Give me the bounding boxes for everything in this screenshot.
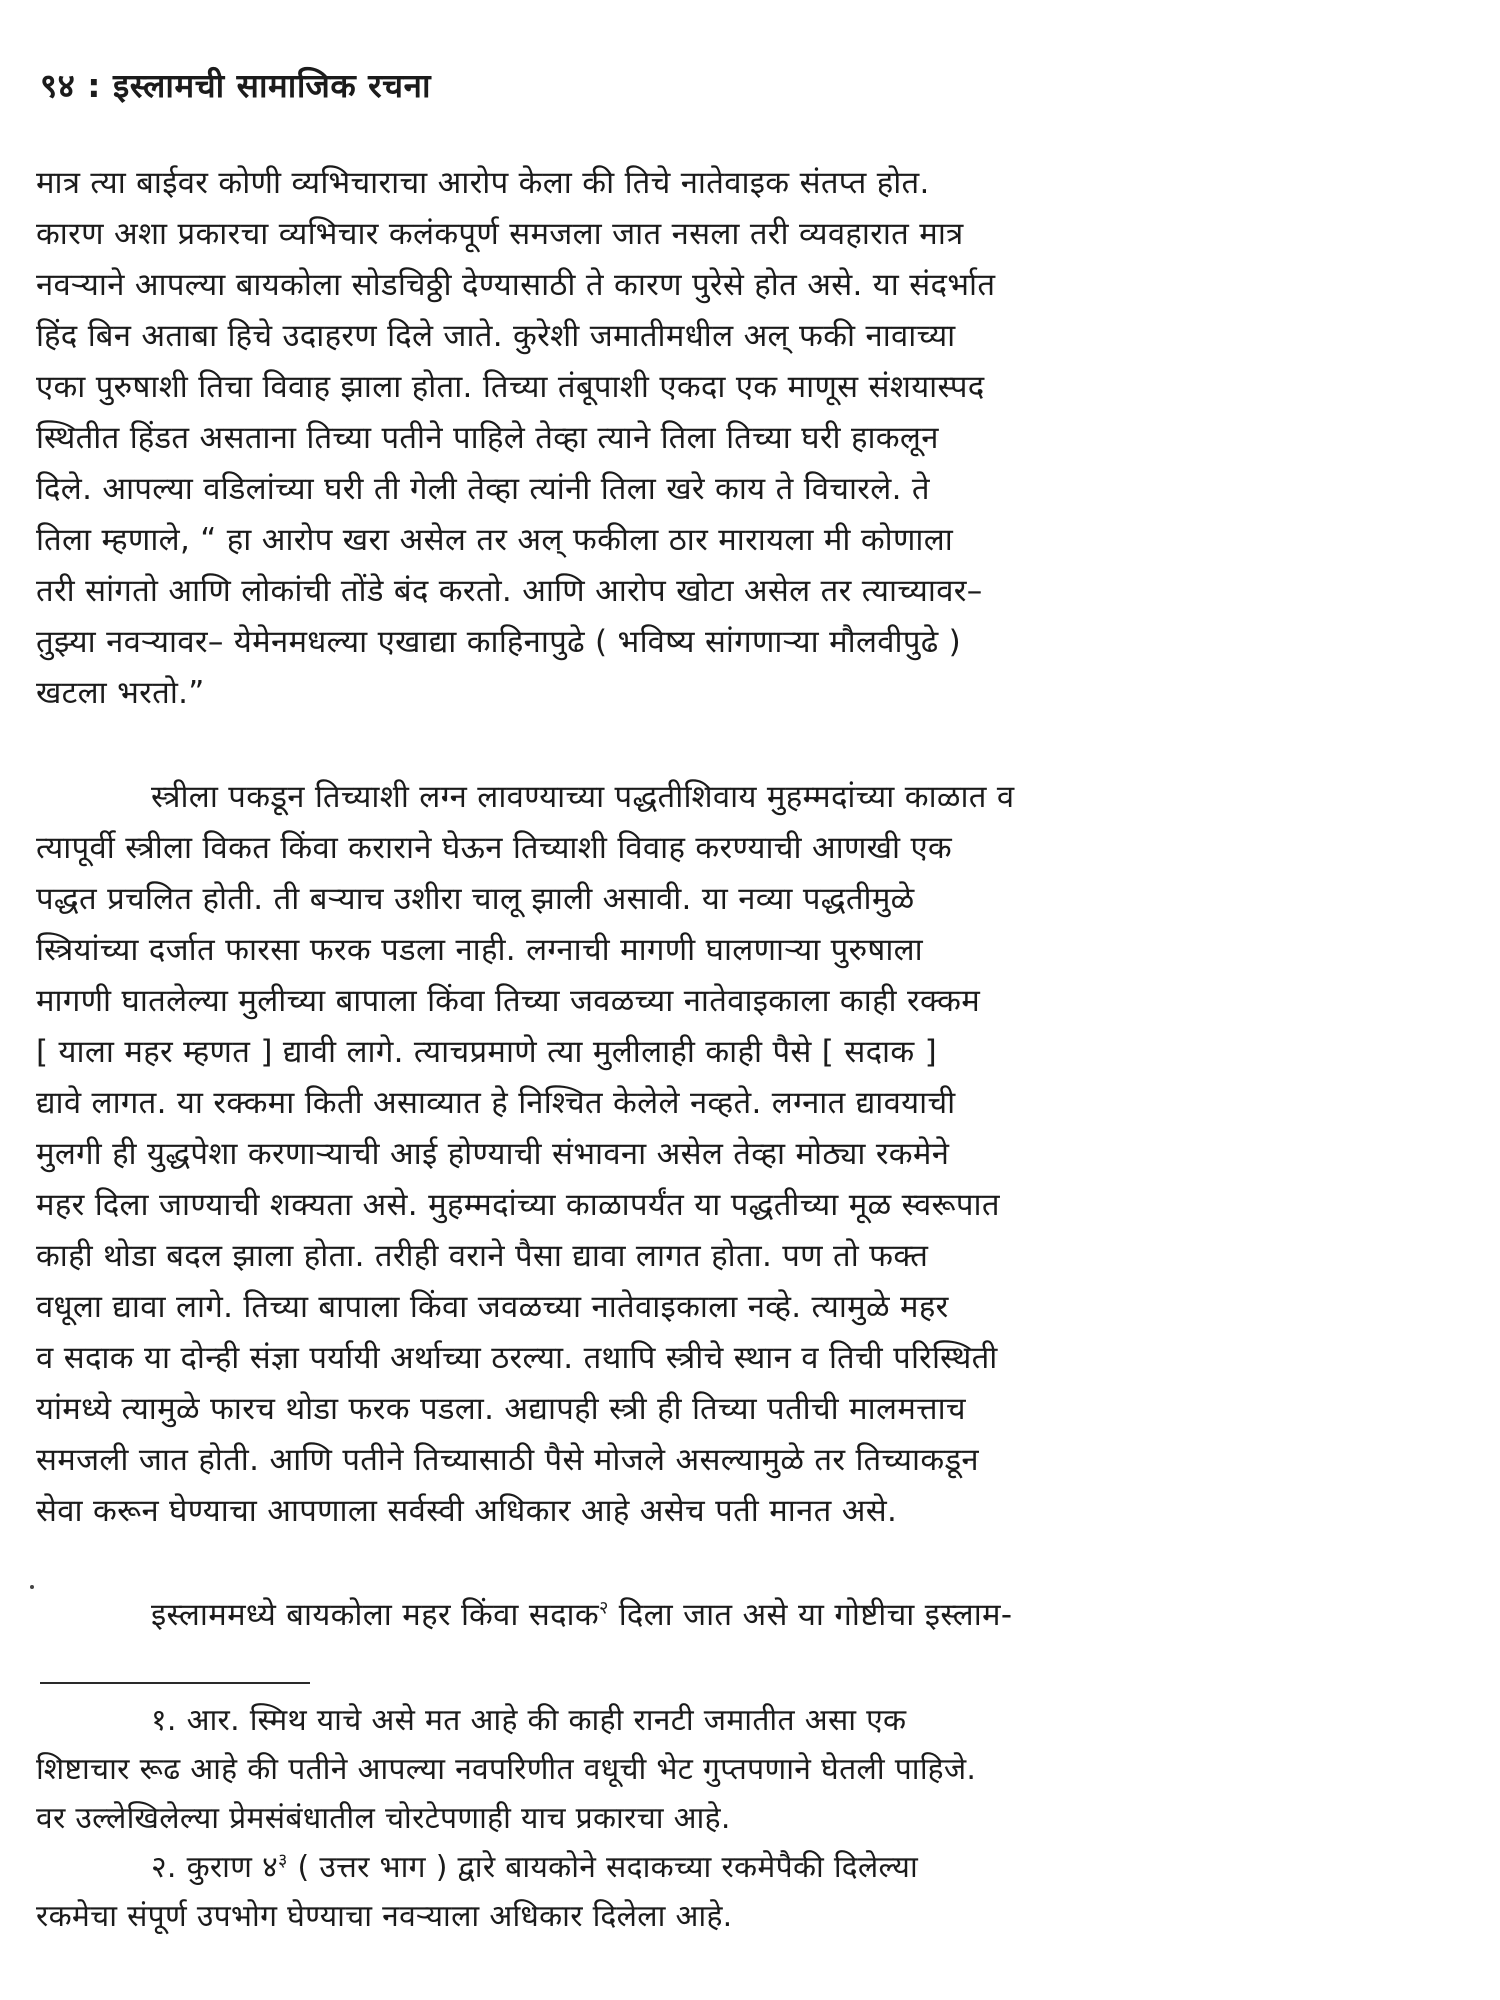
footnote-line <box>36 1843 1456 1892</box>
paragraph-line: मात्र त्या बाईवर कोणी व्यभिचाराचा आरोप केला की तिचे नातेवाइक संतप्त होत. <box>36 165 930 201</box>
paragraph-line: यांमध्ये त्यामुळे फारच थोडा फरक पडला. अद्यापही स्त्री ही तिच्या पतीची मालमत्ताच <box>36 1391 966 1427</box>
paragraph-line: महर दिला जाण्याची शक्यता असे. मुहम्मदांच्या काळापर्यंत या पद्धतीच्या मूळ स्वरूपात <box>36 1187 1000 1223</box>
paragraph-line: पद्धत प्रचलित होती. ती बऱ्याच उशीरा चालू झाली असावी. या नव्या पद्धतीमुळे <box>36 881 915 917</box>
paragraph-line: खटला भरतो.” <box>36 675 205 711</box>
paragraph-2 <box>36 772 1456 1537</box>
paragraph-line: स्त्रियांच्या दर्जात फारसा फरक पडला नाही. लग्नाची मागणी घालणाऱ्या पुरुषाला <box>36 932 924 968</box>
paragraph-line: [ याला महर म्हणत ] द्यावी लागे. त्याचप्रमाणे त्या मुलीलाही काही पैसे [ सदाक ] <box>36 1034 938 1070</box>
paragraph-line: तिला म्हणाले, “ हा आरोप खरा असेल तर अल् फकीला ठार मारायला मी कोणाला <box>36 522 954 558</box>
paragraph-line: हिंद बिन अताबा हिचे उदाहरण दिले जाते. कुरेशी जमातीमधील अल् फकी नावाच्या <box>36 318 956 354</box>
footnote-reference: २ <box>598 1597 609 1619</box>
paragraph-line: कारण अशा प्रकारचा व्यभिचार कलंकपूर्ण समजला जात नसला तरी व्यवहारात मात्र <box>36 216 964 252</box>
footnote-line: वर उल्लेखिलेल्या प्रेमसंबंधातील चोरटेपणाही याच प्रकारचा आहे. <box>36 1801 731 1836</box>
footnotes <box>36 1696 1456 1941</box>
paragraph-line: काही थोडा बदल झाला होता. तरीही वराने पैसा द्यावा लागत होता. पण तो फक्त <box>36 1238 929 1274</box>
footnote-line: १. आर. स्मिथ याचे असे मत आहे की काही रानटी जमातीत असा एक <box>151 1703 907 1738</box>
footnote-line: शिष्टाचार रूढ आहे की पतीने आपल्या नवपरिणीत वधूची भेट गुप्तपणाने घेतली पाहिजे. <box>36 1752 977 1787</box>
footnote-2-text-rest: ( उत्तर भाग ) द्वारे बायकोने सदाकच्या रकमेपैकी दिलेल्या <box>287 1850 919 1885</box>
paragraph-line: स्त्रीला पकडून तिच्याशी लग्न लावण्याच्या पद्धतीशिवाय मुहम्मदांच्या काळात व <box>151 779 1015 815</box>
running-head: ९४ : इस्लामची सामाजिक रचना <box>40 66 431 105</box>
paragraph-line: त्यापूर्वी स्त्रीला विकत किंवा कराराने घेऊन तिच्याशी विवाह करण्याची आणखी एक <box>36 830 953 866</box>
footnote-line: रकमेचा संपूर्ण उपभोग घेण्याचा नवऱ्याला अधिकार दिलेला आहे. <box>36 1899 733 1934</box>
paragraph-3-text-rest: दिला जात असे या गोष्टीचा इस्लाम- <box>608 1597 1013 1633</box>
paragraph-line: एका पुरुषाशी तिचा विवाह झाला होता. तिच्या तंबूपाशी एकदा एक माणूस संशयास्पद <box>36 369 985 405</box>
paragraph-line: नवऱ्याने आपल्या बायकोला सोडचिठ्ठी देण्यासाठी ते कारण पुरेसे होत असे. या संदर्भात <box>36 267 996 303</box>
footnote-2-text: २. कुराण ४ <box>151 1850 278 1885</box>
paragraph-line: सेवा करून घेण्याचा आपणाला सर्वस्वी अधिकार आहे असेच पती मानत असे. <box>36 1493 898 1529</box>
paragraph-line: स्थितीत हिंडत असताना तिच्या पतीने पाहिले तेव्हा त्याने तिला तिच्या घरी हाकलून <box>36 420 939 456</box>
paragraph-line: व सदाक या दोन्ही संज्ञा पर्यायी अर्थाच्या ठरल्या. तथापि स्त्रीचे स्थान व तिची परिस्थिती <box>36 1340 998 1376</box>
paragraph-line: समजली जात होती. आणि पतीने तिच्यासाठी पैसे मोजले असल्यामुळे तर तिच्याकडून <box>36 1442 979 1478</box>
paragraph-line: तुझ्या नवऱ्यावर– येमेनमधल्या एखाद्या काहिनापुढे ( भविष्य सांगणाऱ्या मौलवीपुढे ) <box>36 624 962 660</box>
paragraph-line <box>36 1590 1456 1641</box>
paragraph-3-text: इस्लाममध्ये बायकोला महर किंवा सदाक <box>151 1597 599 1633</box>
paragraph-line: तरी सांगतो आणि लोकांची तोंडे बंद करतो. आणि आरोप खोटा असेल तर त्याच्यावर– <box>36 573 983 609</box>
scan-speck <box>30 1585 34 1589</box>
paragraph-line: दिले. आपल्या वडिलांच्या घरी ती गेली तेव्हा त्यांनी तिला खरे काय ते विचारले. ते <box>36 471 930 507</box>
paragraph-line: मुलगी ही युद्धपेशा करणाऱ्याची आई होण्याची संभावना असेल तेव्हा मोठ्या रकमेने <box>36 1136 950 1172</box>
paragraph-line: द्यावे लागत. या रक्कमा किती असाव्यात हे निश्चित केलेले नव्हते. लग्नात द्यावयाची <box>36 1085 956 1121</box>
footnote-divider <box>40 1682 310 1684</box>
paragraph-1 <box>36 158 1456 719</box>
footnote-verse-superscript: ३ <box>277 1850 288 1871</box>
paragraph-line: वधूला द्यावा लागे. तिच्या बापाला किंवा जवळच्या नातेवाइकाला नव्हे. त्यामुळे महर <box>36 1289 949 1325</box>
paragraph-3 <box>36 1590 1456 1641</box>
paragraph-line: मागणी घातलेल्या मुलीच्या बापाला किंवा तिच्या जवळच्या नातेवाइकाला काही रक्कम <box>36 983 981 1019</box>
